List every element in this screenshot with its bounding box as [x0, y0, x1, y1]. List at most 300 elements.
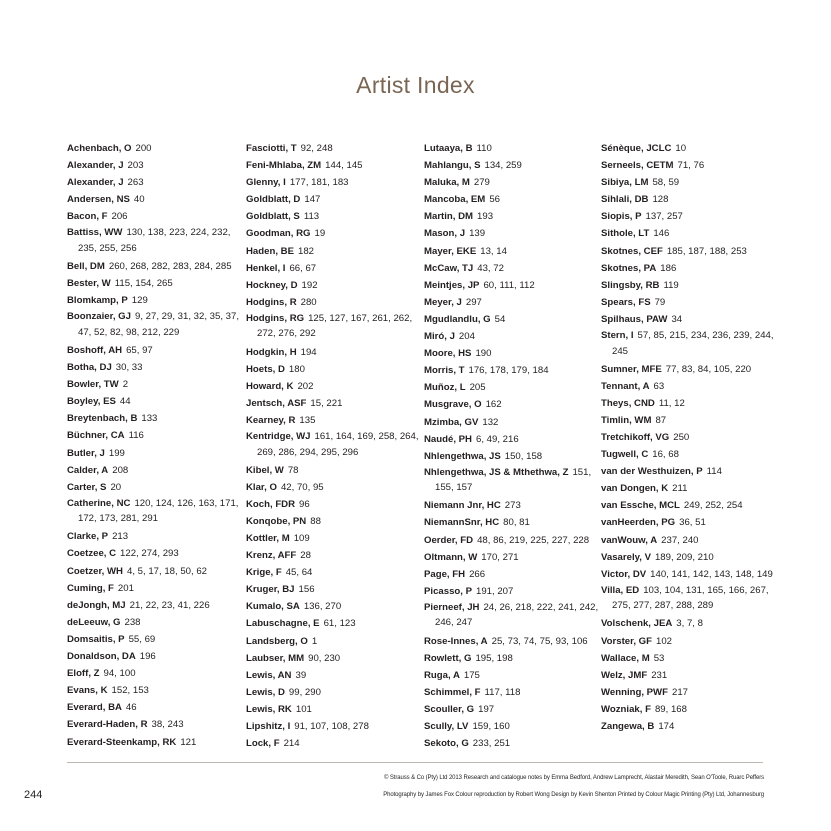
page-references: 185, 187, 188, 253 — [666, 245, 747, 257]
page-references: 24, 26, 218, 222, 241, 242, 246, 247 — [435, 601, 599, 629]
index-column-4 — [601, 140, 776, 735]
index-entry — [424, 600, 599, 633]
page-references: 174 — [658, 721, 675, 732]
index-entry — [246, 530, 421, 547]
artist-name: Eloff, Z — [67, 668, 100, 680]
page-references: 25, 73, 74, 75, 93, 106 — [491, 635, 588, 647]
page-references: 206 — [111, 211, 128, 223]
artist-name: Jentsch, ASF — [246, 397, 307, 409]
index-entry — [424, 225, 599, 242]
artist-name: Kottler, M — [246, 532, 290, 544]
page-references: 237, 240 — [661, 534, 699, 546]
index-entry — [67, 427, 242, 444]
page-references: 204 — [458, 331, 475, 343]
artist-name: Boonzaier, GJ — [67, 311, 131, 323]
index-entry — [601, 497, 776, 514]
page-references: 56 — [489, 194, 500, 206]
page-references: 175 — [463, 669, 480, 681]
index-entry — [67, 528, 242, 545]
artist-name: van der Westhuizen, P — [601, 466, 703, 478]
page-references: 203 — [127, 160, 144, 172]
page-references: 99, 290 — [288, 686, 321, 698]
page-references: 119 — [663, 279, 679, 291]
page-references: 40 — [133, 194, 145, 206]
artist-name: Haden, BE — [246, 245, 294, 257]
index-entry — [67, 665, 242, 682]
artist-name: Tennant, A — [601, 380, 650, 392]
index-entry — [424, 294, 599, 311]
artist-name: Catherine, NC — [67, 497, 131, 509]
index-entry — [67, 191, 242, 208]
artist-name: Lipshitz, I — [246, 721, 291, 732]
page-references: 101 — [295, 703, 312, 715]
page-references: 144, 145 — [325, 160, 363, 172]
artist-name: Wozniak, F — [601, 703, 651, 715]
artist-name: Sibiya, LM — [601, 177, 649, 189]
artist-name: Martin, DM — [424, 211, 474, 223]
page-references: 161, 164, 169, 258, 264, 269, 286, 294, 295, 296 — [257, 431, 419, 458]
page-references: 238 — [124, 616, 141, 628]
artist-name: Nhlengethwa, JS — [424, 450, 501, 462]
index-entry — [601, 260, 776, 277]
index-entry — [601, 667, 776, 684]
artist-name: Mgudlandlu, G — [424, 313, 491, 325]
index-entry — [424, 735, 599, 752]
artist-name: Lutaaya, B — [424, 143, 473, 154]
index-entry — [67, 225, 242, 258]
artist-name: Scouller, G — [424, 703, 475, 715]
page-references: 133 — [141, 413, 158, 425]
artist-name: Kruger, BJ — [246, 584, 295, 596]
page-references: 92, 248 — [300, 143, 333, 154]
artist-name: Calder, A — [67, 464, 109, 476]
artist-name: Vasarely, V — [601, 551, 651, 563]
page-references: 103, 104, 131, 165, 166, 267, 275, 277, 287, 288, 289 — [612, 584, 769, 612]
artist-name: Hodgins, RG — [246, 312, 305, 324]
index-entry — [424, 684, 599, 701]
page-references: 109 — [293, 532, 310, 544]
index-entry — [67, 309, 242, 342]
page-references: 151, 155, 157 — [435, 466, 592, 494]
page-references: 65, 97 — [126, 344, 153, 356]
artist-name: Kibel, W — [246, 464, 284, 476]
artist-name: Alexander, J — [67, 160, 124, 172]
index-entry — [601, 243, 776, 260]
artist-name: Goldblatt, D — [246, 194, 301, 206]
index-entry — [601, 174, 776, 191]
artist-name: Goodman, RG — [246, 228, 311, 240]
page-references: 199 — [108, 447, 125, 459]
index-entry — [424, 532, 599, 549]
page-references: 53 — [653, 652, 665, 664]
index-entry — [601, 277, 776, 294]
page-references: 192 — [301, 279, 318, 291]
page-references: 30, 33 — [115, 362, 143, 374]
index-entry — [424, 345, 599, 362]
index-entry — [601, 532, 776, 549]
page-references: 39 — [295, 669, 307, 681]
artist-name: Niemann Jnr, HC — [424, 500, 501, 512]
artist-name: Boyley, ES — [67, 396, 116, 408]
index-entry — [246, 243, 421, 260]
artist-name: Everard, BA — [67, 702, 122, 714]
page-references: 150, 158 — [504, 450, 543, 462]
index-entry — [246, 547, 421, 564]
index-entry — [601, 615, 776, 632]
index-entry — [246, 735, 421, 752]
page-references: 191, 207 — [476, 585, 514, 597]
index-entry — [601, 140, 776, 157]
index-entry — [424, 667, 599, 684]
page-references: 61, 123 — [323, 618, 356, 630]
page-references: 4, 5, 17, 18, 50, 62 — [126, 565, 207, 577]
artist-name: Hodgkin, H — [246, 346, 297, 358]
page-references: 43, 72 — [477, 262, 504, 274]
index-entry — [246, 191, 421, 208]
page-references: 87 — [655, 414, 667, 426]
artist-name: Serneels, CETM — [601, 160, 674, 172]
artist-name: Goldblatt, S — [246, 211, 300, 223]
artist-name: Rowlett, G — [424, 652, 472, 664]
artist-name: Oerder, FD — [424, 534, 474, 546]
index-entry — [67, 410, 242, 427]
page-references: 279 — [473, 177, 490, 189]
index-entry — [424, 379, 599, 396]
index-entry — [67, 682, 242, 699]
index-entry — [246, 395, 421, 412]
artist-name: Lewis, D — [246, 686, 285, 698]
index-entry — [246, 429, 421, 462]
artist-name: Meintjes, JP — [424, 279, 480, 291]
page-references: 156 — [298, 584, 315, 596]
page-references: 146 — [653, 228, 670, 240]
artist-name: Mahlangu, S — [424, 160, 481, 172]
artist-name: Slingsby, RB — [601, 279, 660, 291]
artist-name: Battiss, WW — [67, 227, 123, 239]
artist-name: Mancoba, EM — [424, 194, 486, 206]
index-entry — [67, 258, 242, 275]
artist-name: Landsberg, O — [246, 635, 308, 647]
index-entry — [246, 496, 421, 513]
artist-name: vanHeerden, PG — [601, 517, 676, 529]
index-entry — [246, 718, 421, 735]
page-references: 208 — [112, 464, 129, 476]
index-entry — [246, 277, 421, 294]
index-column-2 — [246, 140, 421, 752]
page-references: 217 — [671, 686, 688, 698]
page-references: 38, 243 — [151, 719, 184, 731]
artist-name: Mzimba, GV — [424, 416, 479, 428]
artist-name: Bowler, TW — [67, 379, 119, 391]
index-entry — [601, 225, 776, 242]
index-entry — [67, 275, 242, 292]
page-references: 137, 257 — [645, 211, 683, 223]
footer-divider — [67, 762, 763, 763]
index-entry — [67, 496, 242, 529]
artist-name: Klar, O — [246, 481, 277, 493]
artist-name: Krenz, AFF — [246, 550, 297, 562]
index-entry — [601, 157, 776, 174]
page-references: 186 — [660, 262, 677, 274]
page-references: 54 — [494, 313, 506, 325]
index-column-1 — [67, 140, 242, 751]
artist-name: Scully, LV — [424, 721, 469, 732]
artist-name: McCaw, TJ — [424, 262, 474, 274]
page-references: 266 — [469, 568, 486, 580]
index-entry — [246, 260, 421, 277]
page-references: 136, 270 — [303, 601, 342, 613]
artist-name: NiemannSnr, HC — [424, 517, 500, 529]
artist-name: Kearney, R — [246, 414, 296, 426]
artist-name: Kumalo, SA — [246, 601, 300, 613]
page-references: 176, 178, 179, 184 — [468, 365, 549, 377]
page-references: 20 — [110, 481, 122, 493]
artist-name: Howard, K — [246, 380, 294, 392]
index-entry — [424, 448, 599, 465]
page-references: 122, 274, 293 — [120, 548, 179, 560]
artist-name: Sihlali, DB — [601, 194, 649, 206]
index-entry — [246, 361, 421, 378]
artist-name: Morris, T — [424, 365, 465, 377]
artist-name: Meyer, J — [424, 296, 462, 308]
index-entry — [67, 393, 242, 410]
artist-name: Hoets, D — [246, 363, 285, 375]
index-entry — [246, 479, 421, 496]
artist-name: Siopis, P — [601, 211, 642, 223]
index-entry — [246, 667, 421, 684]
page-references: 189, 209, 210 — [654, 551, 714, 563]
index-entry — [601, 633, 776, 650]
page-references: 194 — [300, 346, 317, 358]
page-references: 190 — [475, 348, 492, 360]
artist-name: Butler, J — [67, 447, 105, 459]
page-references: 202 — [297, 380, 314, 392]
artist-name: Spears, FS — [601, 296, 651, 308]
index-entry — [424, 514, 599, 531]
page-references: 21, 22, 23, 41, 226 — [129, 599, 210, 611]
index-entry — [424, 396, 599, 413]
page-references: 42, 70, 95 — [280, 481, 324, 493]
artist-name: Everard-Haden, R — [67, 719, 148, 731]
index-entry — [601, 311, 776, 328]
page-references: 200 — [135, 143, 152, 154]
artist-name: Rose-Innes, A — [424, 635, 488, 647]
artist-name: Spilhaus, PAW — [601, 313, 668, 325]
page-references: 19 — [314, 228, 326, 240]
artist-name: Cuming, F — [67, 582, 114, 594]
page-references: 9, 27, 29, 31, 32, 35, 37, 47, 52, 82, 98, 212, 229 — [78, 311, 239, 338]
artist-name: Kentridge, WJ — [246, 431, 311, 442]
artist-name: Coetzee, C — [67, 548, 117, 560]
index-entry — [246, 564, 421, 581]
page-references: 170, 271 — [481, 551, 519, 563]
credits-line-2: Photography by James Fox Colour reproduction by Robert Wong Design by Kevin Shenton Printed by Colour Magic Printing (Pty) Ltd, Johannesburg — [383, 792, 764, 798]
artist-name: Botha, DJ — [67, 362, 112, 374]
index-entry — [424, 650, 599, 667]
page-references: 91, 107, 108, 278 — [294, 721, 369, 732]
page-references: 89, 168 — [654, 703, 687, 715]
index-entry — [424, 277, 599, 294]
page-references: 58, 59 — [652, 177, 680, 189]
index-entry — [424, 549, 599, 566]
artist-name: Andersen, NS — [67, 194, 130, 206]
index-entry — [424, 157, 599, 174]
page-references: 11, 12 — [658, 397, 685, 409]
artist-name: Muñoz, L — [424, 382, 466, 394]
index-entry — [67, 342, 242, 359]
artist-name: Page, FH — [424, 568, 466, 580]
page-references: 273 — [504, 500, 521, 512]
page-references: 78 — [287, 464, 299, 476]
artist-name: Skotnes, CEF — [601, 245, 663, 257]
index-entry — [601, 701, 776, 718]
index-entry — [601, 395, 776, 412]
page-references: 233, 251 — [472, 738, 511, 750]
artist-name: Mason, J — [424, 228, 466, 240]
artist-name: Labuschagne, E — [246, 618, 320, 630]
artist-name: Lewis, AN — [246, 669, 292, 681]
page-references: 96 — [299, 498, 310, 510]
artist-name: Wenning, PWF — [601, 686, 668, 698]
index-entry — [67, 359, 242, 376]
index-entry — [246, 174, 421, 191]
index-entry — [424, 174, 599, 191]
page-references: 135 — [299, 414, 316, 426]
page-references: 134, 259 — [484, 160, 522, 172]
artist-name: Stern, I — [601, 330, 634, 342]
index-entry — [601, 208, 776, 225]
page-references: 2 — [122, 379, 129, 391]
artist-name: Sumner, MFE — [601, 363, 662, 375]
index-column-3 — [424, 140, 599, 752]
page-references: 90, 230 — [308, 652, 341, 664]
index-entry — [67, 563, 242, 580]
index-entry — [424, 431, 599, 448]
page-references: 125, 127, 167, 261, 262, 272, 276, 292 — [257, 312, 413, 340]
page-references: 117, 118 — [484, 686, 521, 698]
index-entry — [246, 412, 421, 429]
page-references: 147 — [304, 194, 321, 206]
artist-name: Lewis, RK — [246, 703, 292, 715]
page-references: 297 — [465, 296, 482, 308]
index-entry — [67, 376, 242, 393]
artist-name: Naudé, PH — [424, 433, 472, 445]
page-references: 159, 160 — [472, 721, 510, 732]
index-entry — [67, 580, 242, 597]
page-references: 152, 153 — [111, 685, 149, 697]
index-entry — [67, 462, 242, 479]
index-entry — [67, 479, 242, 496]
artist-name: Maluka, M — [424, 177, 470, 189]
index-entry — [67, 545, 242, 562]
index-entry — [601, 294, 776, 311]
index-entry — [601, 650, 776, 667]
artist-name: Welz, JMF — [601, 669, 648, 681]
index-entry — [246, 581, 421, 598]
artist-name: Sekoto, G — [424, 738, 469, 750]
page-number: 244 — [24, 789, 43, 801]
page-references: 57, 85, 215, 234, 236, 239, 244, 245 — [612, 330, 774, 357]
page-references: 3, 7, 8 — [676, 618, 703, 630]
artist-name: Sithole, LT — [601, 228, 650, 240]
credits-line-1: © Strauss & Co (Pty) Ltd 2013 Research and catalogue notes by Emma Bedford, Andrew Lamprecht, Alastair Meredith, Sean O'Toole, Ruarc Peffers — [384, 775, 764, 781]
artist-name: Zangewa, B — [601, 721, 655, 732]
page-references: 214 — [283, 738, 300, 750]
index-entry — [246, 513, 421, 530]
index-entry — [246, 684, 421, 701]
page-references: 36, 51 — [679, 517, 706, 529]
page-references: 102 — [656, 635, 673, 647]
artist-name: Musgrave, O — [424, 399, 482, 411]
index-entry — [424, 140, 599, 157]
index-entry — [246, 633, 421, 650]
index-entry — [67, 140, 242, 157]
index-entry — [424, 328, 599, 345]
page-references: 94, 100 — [103, 668, 136, 680]
page-references: 79 — [654, 296, 666, 308]
page-references: 44 — [119, 396, 131, 408]
artist-name: Carter, S — [67, 481, 107, 493]
page-references: 177, 181, 183 — [289, 177, 349, 189]
artist-name: Bacon, F — [67, 211, 108, 223]
page-references: 71, 76 — [677, 160, 705, 172]
artist-name: Hockney, D — [246, 279, 298, 291]
index-entry — [424, 633, 599, 650]
page-references: 197 — [478, 703, 495, 715]
artist-name: Picasso, P — [424, 585, 472, 597]
page-references: 132 — [482, 416, 499, 428]
artist-name: Coetzer, WH — [67, 565, 123, 577]
page-references: 13, 14 — [480, 245, 507, 257]
page-references: 182 — [297, 245, 314, 257]
index-entry — [67, 648, 242, 665]
page-references: 15, 221 — [310, 397, 343, 409]
page-references: 45, 64 — [285, 567, 313, 579]
page-references: 211 — [672, 483, 688, 495]
page-references: 128 — [652, 194, 669, 206]
page-references: 162 — [485, 399, 502, 411]
index-entry — [246, 344, 421, 361]
index-entry — [246, 701, 421, 718]
index-entry — [246, 462, 421, 479]
index-entry — [67, 734, 242, 751]
page-references: 129 — [131, 295, 148, 307]
page-references: 193 — [477, 211, 494, 223]
artist-name: Victor, DV — [601, 568, 647, 580]
page-references: 46 — [125, 702, 137, 714]
page-references: 205 — [469, 382, 486, 394]
index-entry — [601, 361, 776, 378]
index-entry — [424, 208, 599, 225]
artist-name: Hodgins, R — [246, 296, 297, 308]
index-entry — [246, 598, 421, 615]
artist-name: Miró, J — [424, 331, 455, 343]
artist-name: Tugwell, C — [601, 449, 649, 461]
index-entry — [67, 445, 242, 462]
page-references: 48, 86, 219, 225, 227, 228 — [477, 534, 590, 546]
index-entry — [601, 446, 776, 463]
index-entry — [246, 650, 421, 667]
artist-name: Koch, FDR — [246, 498, 296, 510]
page-references: 130, 138, 223, 224, 232, 235, 255, 256 — [78, 227, 231, 254]
page-references: 60, 111, 112 — [483, 279, 535, 291]
page-references: 121 — [180, 736, 197, 748]
index-entry — [67, 614, 242, 631]
index-entry — [601, 566, 776, 583]
artist-name: Breytenbach, B — [67, 413, 138, 425]
artist-name: Krige, F — [246, 567, 282, 579]
page-references: 66, 67 — [289, 262, 317, 274]
